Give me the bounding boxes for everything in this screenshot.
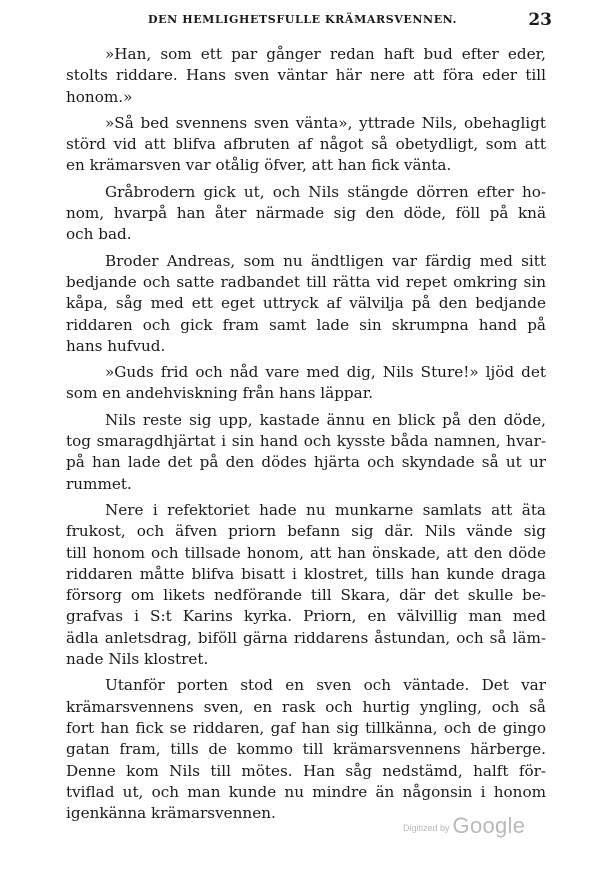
text-line: Denne kom Nils till mötes. Han såg nedstämd, halft för-	[66, 761, 546, 780]
paragraph	[66, 44, 546, 108]
text-line: hans hufvud.	[66, 336, 166, 355]
paragraph	[66, 500, 546, 670]
text-line: »Så bed svennens sven vänta», yttrade Nils, obehagligt	[105, 113, 546, 132]
running-header	[66, 10, 552, 32]
paragraph	[66, 362, 546, 405]
watermark-brand: Google	[452, 813, 526, 838]
text-line: krämarsvennens sven, en rask och hurtig yngling, och så	[66, 697, 546, 716]
text-line: störd vid att blifva afbruten af något så obetydligt, som att	[66, 135, 546, 154]
text-line: på han lade det på den dödes hjärta och skyndade så ut ur	[66, 453, 546, 472]
paragraph	[66, 251, 546, 357]
text-line: Gråbrodern gick ut, och Nils stängde dörren efter ho-	[105, 182, 546, 201]
text-line: fort han fick se riddaren, gaf han sig tillkänna, och de gingo	[66, 718, 546, 737]
text-line: Broder Andreas, som nu ändtligen var färdig med sitt	[105, 251, 546, 270]
paragraph	[66, 675, 546, 824]
text-line: frukost, och äfven priorn befann sig där. Nils vände sig	[66, 522, 546, 541]
text-line: en krämarsven var otålig öfver, att han fick vänta.	[66, 156, 452, 175]
text-line: till honom och tillsade honom, att han önskade, att den döde	[66, 543, 546, 562]
page-number: 23	[528, 10, 552, 30]
text-line: grafvas i S:t Karins kyrka. Priorn, en välvillig man med	[66, 607, 546, 626]
body-text	[66, 44, 546, 829]
text-line: rummet.	[66, 474, 132, 493]
text-line: Nere i refektoriet hade nu munkarne samlats att äta	[105, 500, 546, 519]
text-line: som en andehviskning från hans läppar.	[66, 384, 374, 403]
text-line: riddaren måtte blifva bisatt i klostret, tills han kunde draga	[66, 564, 546, 583]
paragraph	[66, 113, 546, 177]
text-line: ädla anletsdrag, biföll gärna riddarens åstundan, och så läm-	[66, 628, 546, 647]
text-line: gatan fram, tills de kommo till krämarsvennens härberge.	[66, 740, 546, 759]
text-line: bedjande och satte radbandet till rätta vid repet omkring sin	[66, 272, 546, 291]
text-line: tog smaragdhjärtat i sin hand och kysste båda namnen, hvar-	[66, 432, 546, 451]
text-line: igenkänna krämarsvennen.	[66, 804, 276, 823]
text-line: tviflad ut, och man kunde nu mindre än någonsin i honom	[66, 782, 546, 801]
text-line: och bad.	[66, 225, 132, 244]
text-line: »Han, som ett par gånger redan haft bud efter eder,	[105, 45, 546, 63]
text-line: Nils reste sig upp, kastade ännu en blick på den döde,	[105, 410, 546, 429]
text-line: nade Nils klostret.	[66, 650, 209, 669]
text-line: honom.»	[66, 87, 133, 106]
text-line: nom, hvarpå han åter närmade sig den döde, föll på knä	[66, 204, 546, 223]
running-title: DEN HEMLIGHETSFULLE KRÄMARSVENNEN.	[148, 13, 458, 26]
text-line: »Guds frid och nåd vare med dig, Nils Sture!» ljöd det	[105, 363, 546, 382]
text-line: riddaren och gick fram samt lade sin skrumpna hand på	[66, 315, 546, 334]
text-line: Utanför porten stod en sven och väntade. Det var	[105, 676, 546, 695]
text-line: stolts riddare. Hans sven väntar här nere att föra eder till	[66, 66, 546, 85]
text-line: kåpa, såg med ett eget uttryck af välvilja på den bedjande	[66, 294, 546, 313]
text-line: försorg om likets nedförande till Skara, där det skulle be-	[66, 586, 546, 605]
watermark-prefix: Digitized by	[403, 823, 450, 833]
digitized-watermark	[403, 813, 525, 839]
paragraph	[66, 410, 546, 495]
paragraph	[66, 182, 546, 246]
